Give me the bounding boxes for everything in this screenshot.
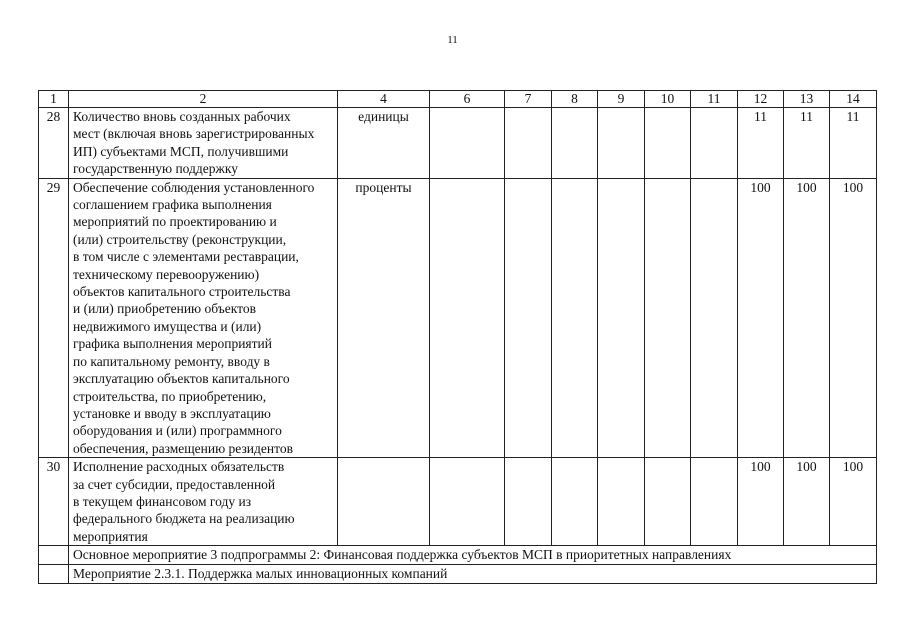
column-header: 14 [830, 91, 877, 108]
table-row [39, 458, 877, 546]
indicator-line: мест (включая вновь зарегистрированных [73, 126, 315, 142]
section-row [39, 546, 877, 565]
indicator-line: эксплуатацию объектов капитального [73, 371, 290, 387]
column-header: 2 [69, 91, 338, 108]
row-number [39, 565, 69, 584]
indicator-name [69, 108, 338, 179]
indicator-line: соглашением графика выполнения [73, 197, 272, 213]
row-number: 30 [39, 458, 69, 546]
indicator-line: обеспечения, размещению резидентов [73, 440, 293, 456]
indicator-line: мероприятий по проектированию и [73, 214, 277, 230]
value-cell [552, 458, 598, 546]
row-number: 29 [39, 178, 69, 458]
table-header-row [39, 91, 877, 108]
indicator-line: федерального бюджета на реализацию [73, 511, 295, 527]
column-header: 8 [552, 91, 598, 108]
column-header: 13 [784, 91, 830, 108]
page-number: 11 [447, 34, 458, 46]
unit-cell [338, 458, 430, 546]
unit-cell: проценты [338, 178, 430, 458]
column-header: 10 [645, 91, 691, 108]
row-number [39, 546, 69, 565]
row-number: 28 [39, 108, 69, 179]
value-cell [552, 178, 598, 458]
value-cell [645, 108, 691, 179]
indicator-line: строительства, по приобретению, [73, 388, 267, 404]
indicator-line: (или) строительству (реконструкции, [73, 231, 287, 247]
value-cell [505, 178, 552, 458]
value-cell [691, 178, 738, 458]
indicator-line: техническому перевооружению) [73, 266, 260, 282]
value-cell: 100 [738, 458, 784, 546]
value-cell: 100 [784, 178, 830, 458]
column-header: 7 [505, 91, 552, 108]
value-cell: 11 [738, 108, 784, 179]
value-cell [598, 178, 645, 458]
unit-cell: единицы [338, 108, 430, 179]
section-title: Основное мероприятие 3 подпрограммы 2: Финансовая поддержка субъектов МСП в приоритетных направлениях [69, 546, 877, 565]
table-row [39, 178, 877, 458]
indicator-line: оборудования и (или) программного [73, 423, 282, 439]
value-cell [505, 458, 552, 546]
value-cell: 100 [784, 458, 830, 546]
table-row [39, 108, 877, 179]
indicator-line: и (или) приобретению объектов [73, 301, 256, 317]
column-header: 1 [39, 91, 69, 108]
indicator-line: Исполнение расходных обязательств [73, 459, 285, 475]
value-cell [691, 458, 738, 546]
value-cell [505, 108, 552, 179]
indicator-line: недвижимого имущества и (или) [73, 318, 262, 334]
value-cell: 11 [784, 108, 830, 179]
column-header: 9 [598, 91, 645, 108]
value-cell [430, 458, 505, 546]
indicator-line: объектов капитального строительства [73, 284, 291, 300]
value-cell: 11 [830, 108, 877, 179]
column-header: 11 [691, 91, 738, 108]
value-cell [598, 108, 645, 179]
value-cell [645, 458, 691, 546]
indicator-line: мероприятия [73, 528, 148, 544]
indicator-line: ИП) субъектами МСП, получившими [73, 143, 289, 159]
indicator-line: за счет субсидии, предоставленной [73, 476, 276, 492]
value-cell [430, 178, 505, 458]
value-cell: 100 [830, 178, 877, 458]
indicators-table [38, 90, 877, 584]
column-header: 4 [338, 91, 430, 108]
indicator-line: в том числе с элементами реставрации, [73, 249, 299, 265]
column-header: 6 [430, 91, 505, 108]
indicator-line: в текущем финансовом году из [73, 493, 252, 509]
value-cell [430, 108, 505, 179]
indicator-line: государственную поддержку [73, 161, 238, 177]
column-header: 12 [738, 91, 784, 108]
indicator-name [69, 458, 338, 546]
value-cell: 100 [738, 178, 784, 458]
value-cell [645, 178, 691, 458]
indicator-line: установке и вводу в эксплуатацию [73, 405, 271, 421]
section-title: Мероприятие 2.3.1. Поддержка малых инновационных компаний [69, 565, 877, 584]
value-cell: 100 [830, 458, 877, 546]
value-cell [691, 108, 738, 179]
value-cell [552, 108, 598, 179]
value-cell [598, 458, 645, 546]
section-row [39, 565, 877, 584]
indicator-line: Обеспечение соблюдения установленного [73, 179, 315, 195]
indicator-name [69, 178, 338, 458]
indicator-line: графика выполнения мероприятий [73, 336, 272, 352]
indicator-line: по капитальному ремонту, вводу в [73, 353, 270, 369]
indicator-line: Количество вновь созданных рабочих [73, 109, 291, 124]
